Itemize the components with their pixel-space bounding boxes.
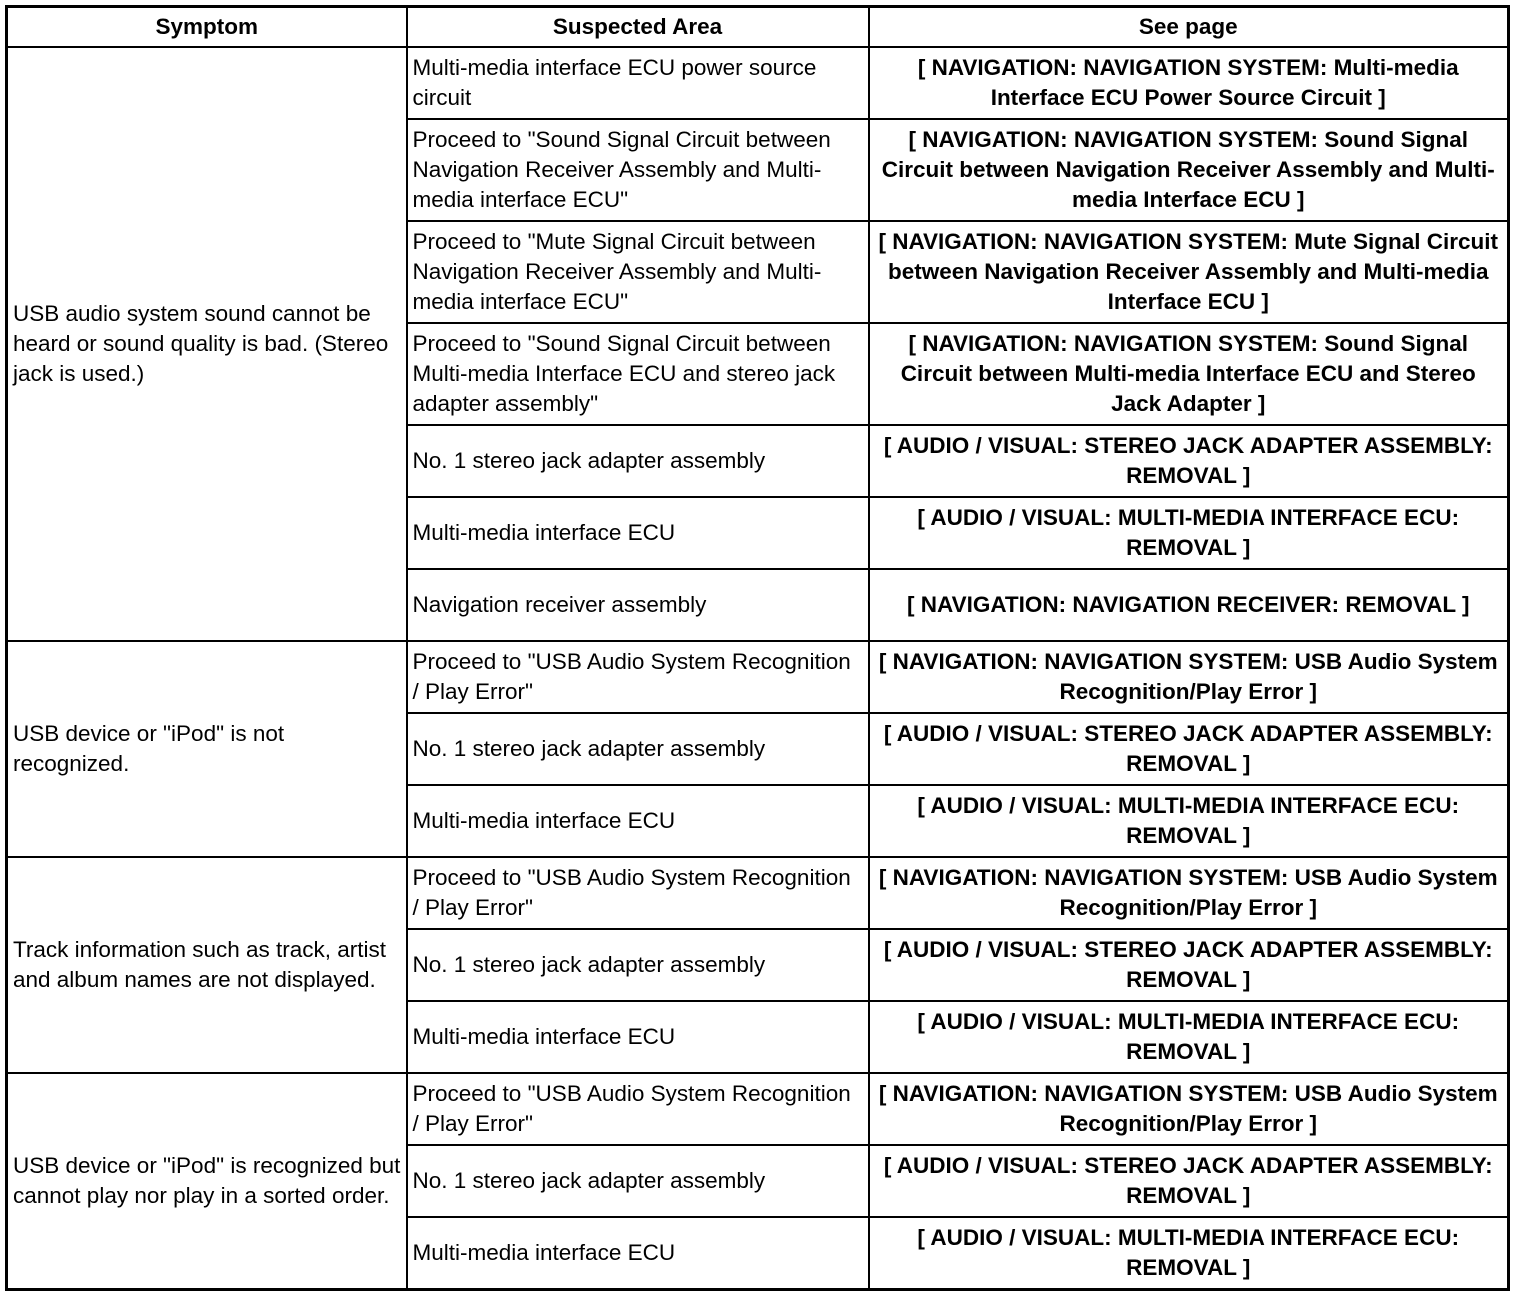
see-page-link[interactable]: [ AUDIO / VISUAL: STEREO JACK ADAPTER ASSEMBLY: REMOVAL ] <box>869 713 1509 785</box>
symptom-cell: USB audio system sound cannot be heard or sound quality is bad. (Stereo jack is used.) <box>7 47 407 641</box>
suspected-area-cell: Proceed to "USB Audio System Recognition / Play Error" <box>407 1073 869 1145</box>
see-page-link[interactable]: [ NAVIGATION: NAVIGATION SYSTEM: USB Audio System Recognition/Play Error ] <box>869 641 1509 713</box>
symptom-cell: Track information such as track, artist and album names are not displayed. <box>7 857 407 1073</box>
table-row <box>7 1073 1509 1145</box>
see-page-link[interactable]: [ AUDIO / VISUAL: STEREO JACK ADAPTER ASSEMBLY: REMOVAL ] <box>869 1145 1509 1217</box>
suspected-area-cell: No. 1 stereo jack adapter assembly <box>407 713 869 785</box>
suspected-area-cell: Proceed to "Mute Signal Circuit between Navigation Receiver Assembly and Multi-media interface ECU" <box>407 221 869 323</box>
suspected-area-cell: Proceed to "USB Audio System Recognition / Play Error" <box>407 641 869 713</box>
problem-symptoms-table <box>5 5 1510 1291</box>
see-page-link[interactable]: [ NAVIGATION: NAVIGATION SYSTEM: USB Audio System Recognition/Play Error ] <box>869 1073 1509 1145</box>
diagnostic-table-wrapper <box>5 5 1510 1291</box>
see-page-link[interactable]: [ NAVIGATION: NAVIGATION SYSTEM: Multi-media Interface ECU Power Source Circuit ] <box>869 47 1509 119</box>
see-page-link[interactable]: [ NAVIGATION: NAVIGATION SYSTEM: Mute Signal Circuit between Navigation Receiver Assembly and Multi-media Interface ECU ] <box>869 221 1509 323</box>
see-page-link[interactable]: [ NAVIGATION: NAVIGATION SYSTEM: Sound Signal Circuit between Multi-media Interface ECU and Stereo Jack Adapter ] <box>869 323 1509 425</box>
see-page-link[interactable]: [ AUDIO / VISUAL: MULTI-MEDIA INTERFACE ECU: REMOVAL ] <box>869 1001 1509 1073</box>
symptom-cell: USB device or "iPod" is recognized but cannot play nor play in a sorted order. <box>7 1073 407 1289</box>
suspected-area-cell: Multi-media interface ECU power source circuit <box>407 47 869 119</box>
symptom-cell: USB device or "iPod" is not recognized. <box>7 641 407 857</box>
suspected-area-cell: No. 1 stereo jack adapter assembly <box>407 929 869 1001</box>
table-row <box>7 641 1509 713</box>
suspected-area-cell: No. 1 stereo jack adapter assembly <box>407 1145 869 1217</box>
header-symptom: Symptom <box>7 7 407 48</box>
suspected-area-cell: Proceed to "Sound Signal Circuit between Multi-media Interface ECU and stereo jack adapter assembly" <box>407 323 869 425</box>
suspected-area-cell: Proceed to "USB Audio System Recognition / Play Error" <box>407 857 869 929</box>
see-page-link[interactable]: [ NAVIGATION: NAVIGATION SYSTEM: USB Audio System Recognition/Play Error ] <box>869 857 1509 929</box>
header-see-page: See page <box>869 7 1509 48</box>
header-suspected-area: Suspected Area <box>407 7 869 48</box>
see-page-link[interactable]: [ AUDIO / VISUAL: MULTI-MEDIA INTERFACE ECU: REMOVAL ] <box>869 785 1509 857</box>
see-page-link[interactable]: [ AUDIO / VISUAL: MULTI-MEDIA INTERFACE ECU: REMOVAL ] <box>869 497 1509 569</box>
suspected-area-cell: No. 1 stereo jack adapter assembly <box>407 425 869 497</box>
see-page-link[interactable]: [ AUDIO / VISUAL: STEREO JACK ADAPTER ASSEMBLY: REMOVAL ] <box>869 425 1509 497</box>
suspected-area-cell: Proceed to "Sound Signal Circuit between Navigation Receiver Assembly and Multi-media interface ECU" <box>407 119 869 221</box>
suspected-area-cell: Navigation receiver assembly <box>407 569 869 641</box>
table-row <box>7 47 1509 119</box>
suspected-area-cell: Multi-media interface ECU <box>407 497 869 569</box>
see-page-link[interactable]: [ AUDIO / VISUAL: STEREO JACK ADAPTER ASSEMBLY: REMOVAL ] <box>869 929 1509 1001</box>
table-row <box>7 857 1509 929</box>
suspected-area-cell: Multi-media interface ECU <box>407 1001 869 1073</box>
suspected-area-cell: Multi-media interface ECU <box>407 1217 869 1289</box>
see-page-link[interactable]: [ NAVIGATION: NAVIGATION RECEIVER: REMOVAL ] <box>869 569 1509 641</box>
header-row <box>7 7 1509 48</box>
suspected-area-cell: Multi-media interface ECU <box>407 785 869 857</box>
see-page-link[interactable]: [ NAVIGATION: NAVIGATION SYSTEM: Sound Signal Circuit between Navigation Receiver Assembly and Multi-media Interface ECU ] <box>869 119 1509 221</box>
see-page-link[interactable]: [ AUDIO / VISUAL: MULTI-MEDIA INTERFACE ECU: REMOVAL ] <box>869 1217 1509 1289</box>
